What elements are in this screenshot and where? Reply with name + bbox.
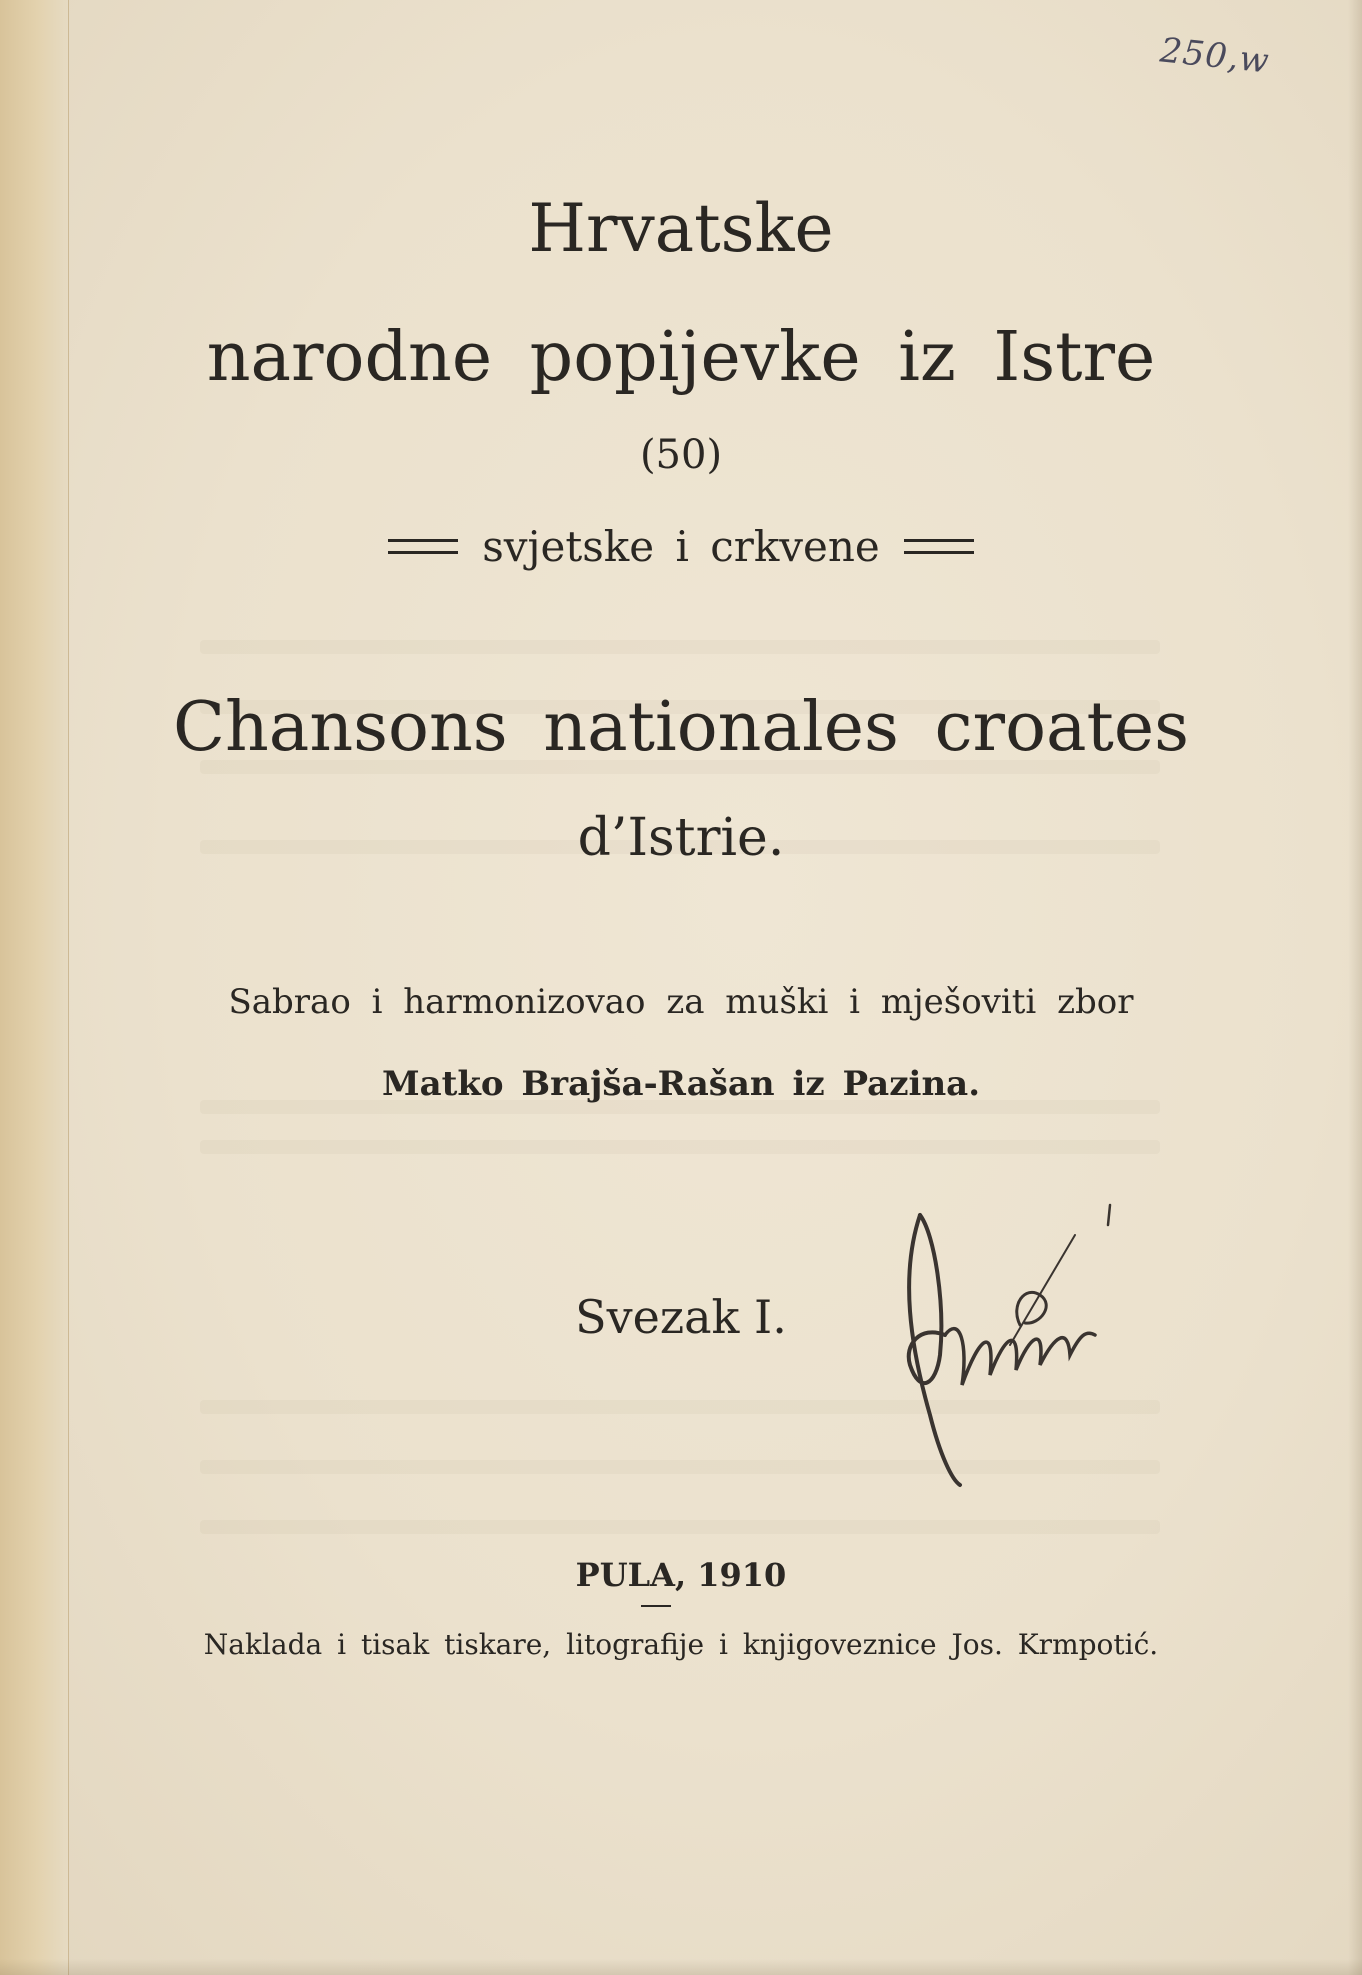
bleed-through xyxy=(200,1520,1160,1534)
french-title-line-2: d’Istrie. xyxy=(577,808,785,868)
title-line-2: narodne popijevke iz Istre xyxy=(206,318,1156,397)
french-title-line-1: Chansons nationales croates xyxy=(172,688,1190,767)
bleed-through xyxy=(200,1140,1160,1154)
subtitle xyxy=(0,522,1362,571)
credits-line: Sabrao i harmonizovao za muški i mješoviti zbor xyxy=(228,982,1134,1022)
page-edge-bottom xyxy=(0,1959,1362,1975)
subtitle-text: svjetske i crkvene xyxy=(482,522,880,571)
title-line-1: Hrvatske xyxy=(528,190,834,267)
song-count: (50) xyxy=(639,432,723,478)
double-rule-right xyxy=(904,539,974,554)
bleed-through xyxy=(200,640,1160,654)
publisher-line: Naklada i tisak tiskare, litografije i knjigoveznice Jos. Krmpotić. xyxy=(203,1628,1159,1661)
place-year: PULA, 1910 xyxy=(575,1556,787,1594)
author-name: Matko Brajša-Rašan iz Pazina. xyxy=(381,1064,981,1104)
imprint-divider xyxy=(641,1605,671,1607)
double-rule-left xyxy=(388,539,458,554)
handwritten-note: 250,w xyxy=(1158,30,1272,82)
handwritten-signature xyxy=(890,1195,1130,1495)
volume-label: Svezak I. xyxy=(575,1290,787,1344)
